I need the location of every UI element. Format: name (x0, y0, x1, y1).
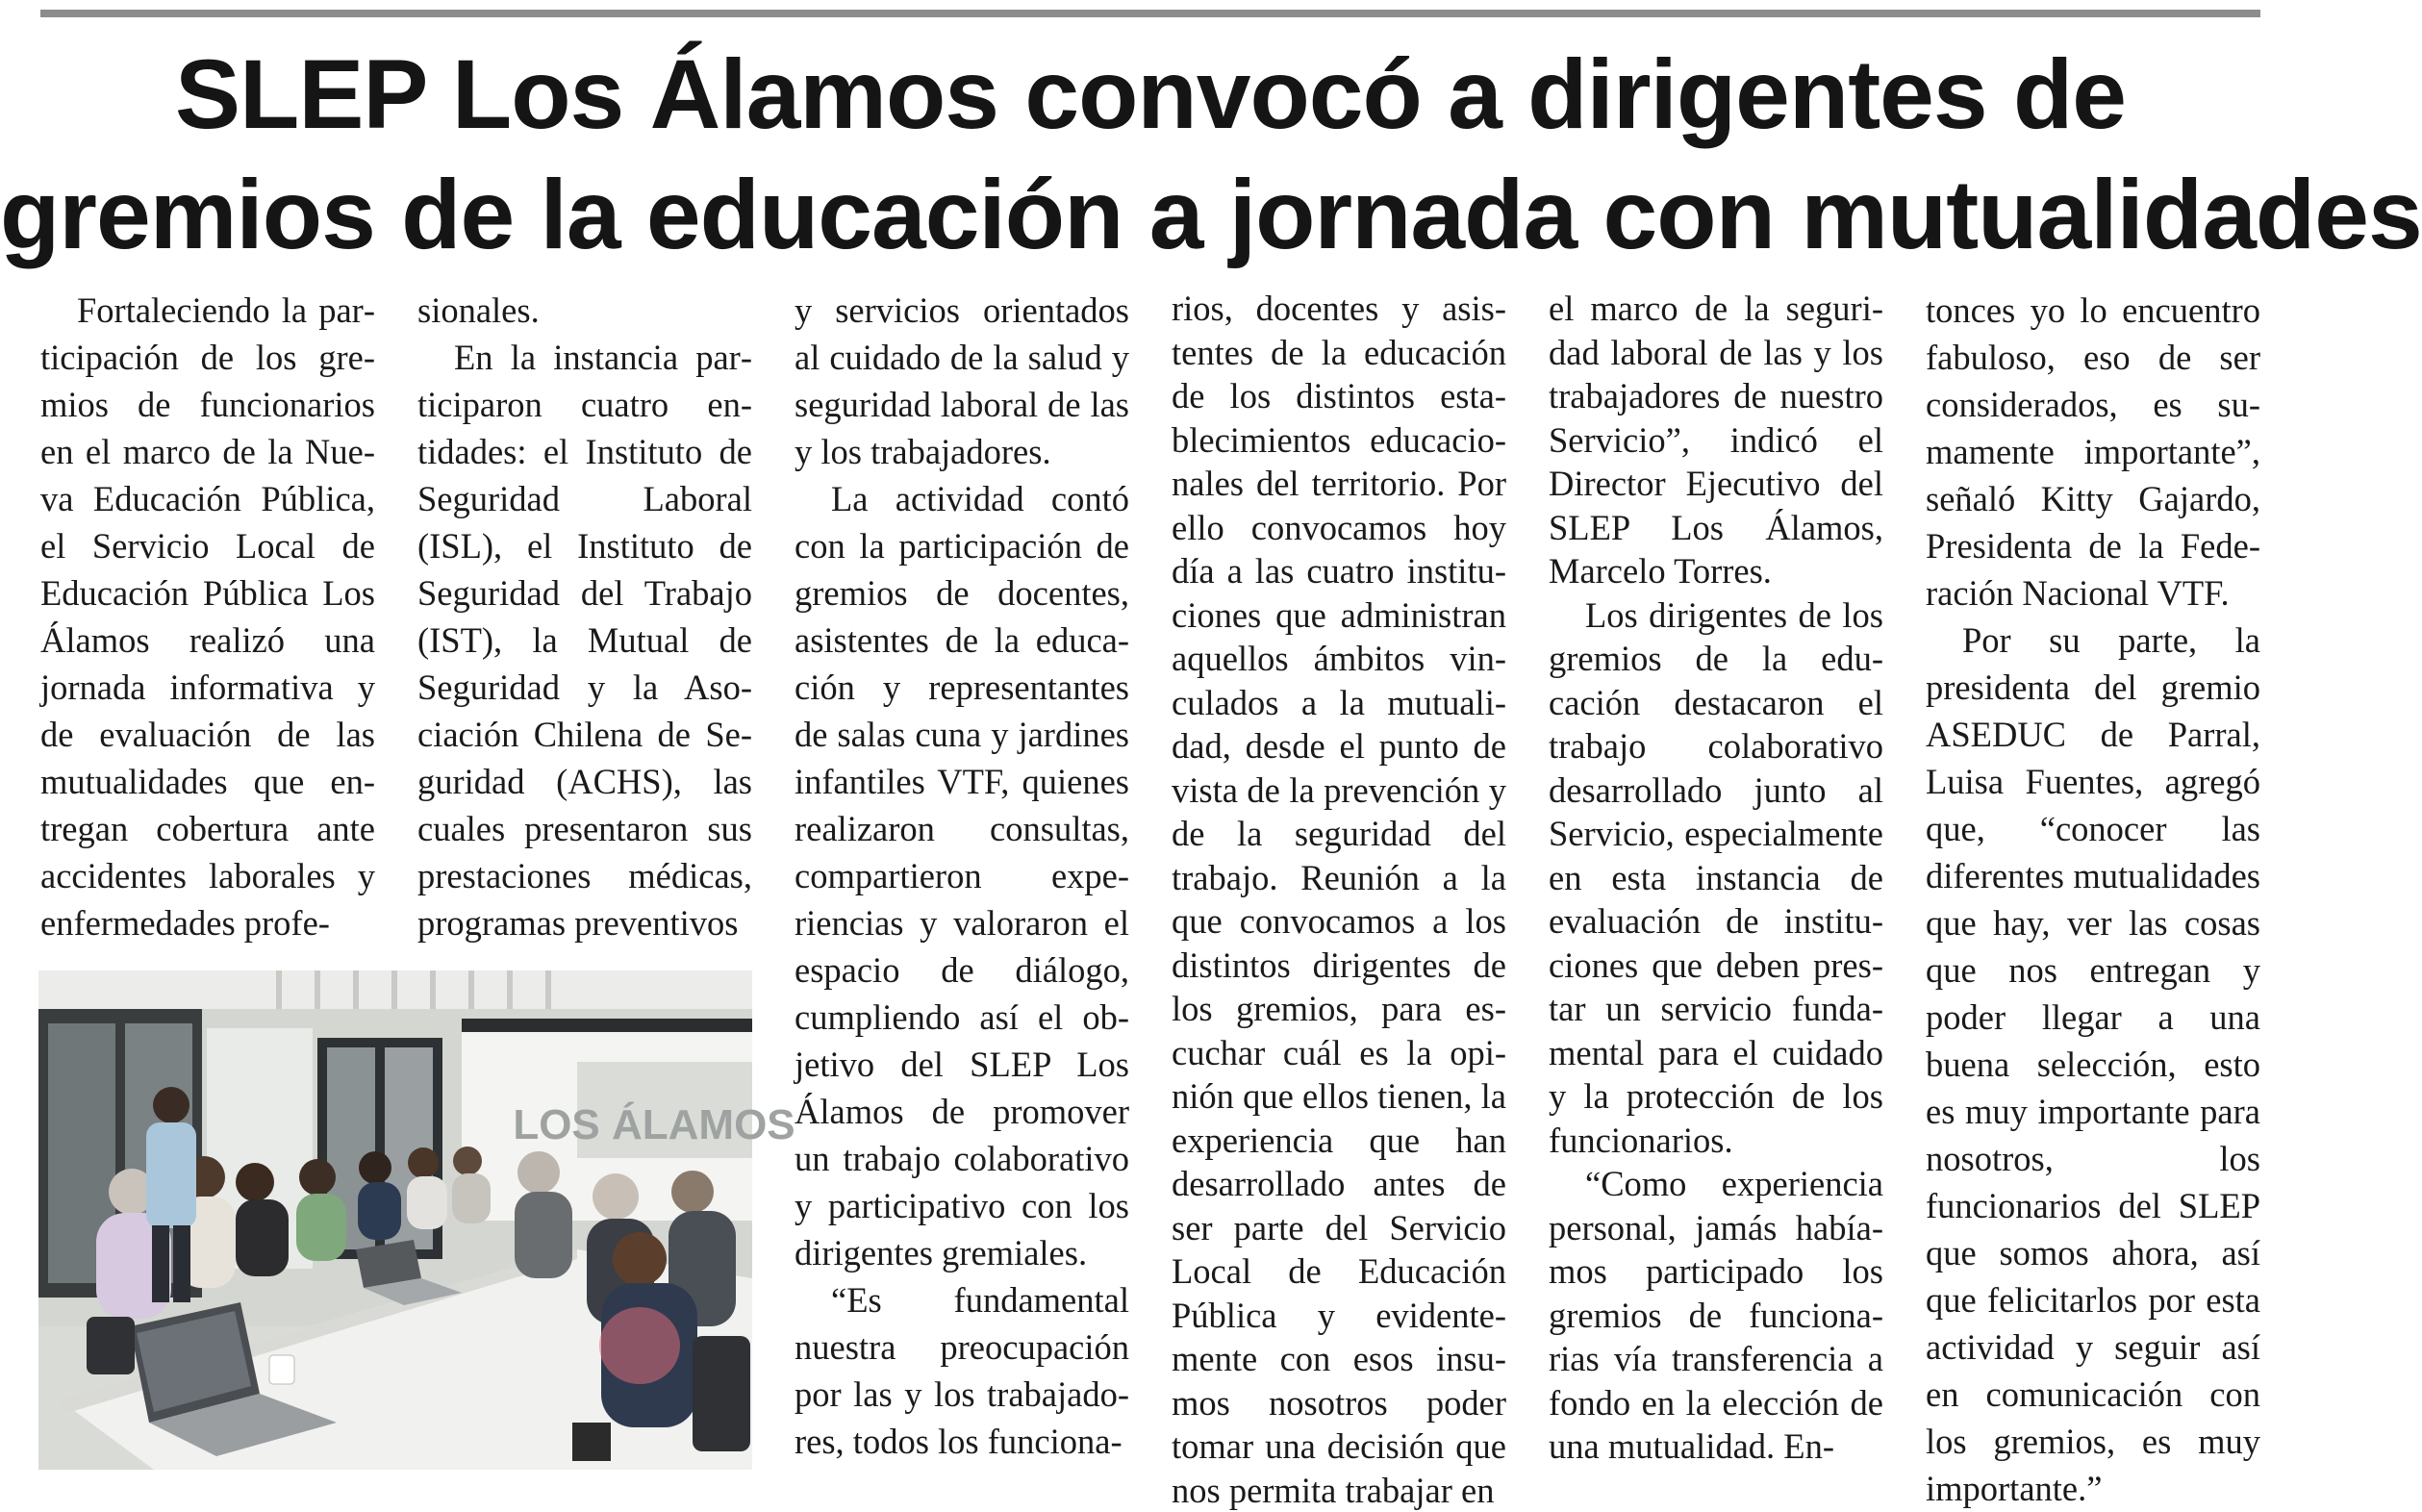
top-rule (40, 10, 2260, 17)
paragraph: y servicios orientados al cuidado de la salud y seguridad laboral de las y los trabajadores. (795, 290, 1129, 471)
paragraph: Fortaleciendo la participación de los gremios de funcionarios en el marco de la Nueva Educación Pública, el Servicio Local de Educación Pública Los Álamos realizó una jornada informativa y de evaluación de las mutualidades que entregan cobertura ante accidentes laborales y enfermedades profe- (40, 290, 375, 943)
paragraph: Por su parte, la presidenta del gremio ASEDUC de Parral, Luisa Fuentes, agregó que, “conocer las diferentes mutualidades que hay, ver las cosas que nos entregan y poder llegar a una buena selección, esto es muy importante para nosotros, los funcionarios del SLEP que somos ahora, así que felicitarlos por esta actividad y seguir así en comunicación con los gremios, es muy importante.” (1926, 620, 2260, 1508)
meeting-photo (38, 970, 795, 1470)
paragraph: En la instancia participaron cuatro entidades: el Instituto de Seguridad Laboral (ISL), el Instituto de Seguridad del Trabajo (IST), la Mutual de Seguridad y la Asociación Chilena de Seguridad (ACHS), las cuales presentaron sus prestaciones médicas, programas preventivos (417, 338, 752, 943)
wall-sign: LOS ÁLAMOS (513, 1101, 795, 1148)
paragraph: La actividad contó con la participación de gremios de docentes, asistentes de la educación y representantes de salas cuna y jardines infantiles VTF, quienes realizaron consultas, compartieron experiencias y valoraron el espacio de diálogo, cumpliendo así el objetivo del SLEP Los Álamos de promover un trabajo colaborativo y participativo con los dirigentes gremiales. (795, 479, 1129, 1273)
column-4 (1172, 287, 1506, 1512)
headline-line-1: SLEP Los Álamos convocó a dirigentes de (175, 39, 2126, 149)
headline (0, 35, 2422, 275)
column-1 (40, 287, 375, 946)
column-3 (795, 287, 1129, 1465)
paragraph: sionales. (417, 290, 540, 330)
column-2 (417, 287, 752, 946)
column-6 (1926, 287, 2260, 1512)
paragraph: el marco de la seguridad laboral de las y los trabajadores de nuestro Servicio”, indicó el Director Ejecutivo del SLEP Los Álamos, Marcelo Torres. (1549, 289, 1883, 591)
paragraph: rios, docentes y asistentes de la educación de los distintos establecimientos educacionales del territorio. Por ello convocamos hoy día a las cuatro instituciones que administran aquellos ámbitos vinculados a la mutualidad, desde el punto de vista de la prevención y de la seguridad del trabajo. Reunión a la que convocamos a los distintos dirigentes de los gremios, para escuchar cuál es la opinión que ellos tienen, la experiencia que han desarrollado antes de ser parte del Servicio Local de Educación Pública y evidentemente con esos insumos nosotros poder tomar una decisión que nos permita trabajar en (1172, 289, 1506, 1510)
paragraph: tonces yo lo encuentro fabuloso, eso de ser considerados, es sumamente importante”, señaló Kitty Gajardo, Presidenta de la Federación Nacional VTF. (1926, 290, 2260, 613)
paragraph: “Es fundamental nuestra preocupación por las y los trabajadores, todos los funciona- (795, 1280, 1129, 1461)
paragraph: “Como experiencia personal, jamás habíamos participado los gremios de funcionarias vía transferencia a fondo en la elección de una mutualidad. En- (1549, 1164, 1883, 1466)
paragraph: Los dirigentes de los gremios de la educación destacaron el trabajo colaborativo desarrollado junto al Servicio, especialmente en esta instancia de evaluación de instituciones que deben prestar un servicio fundamental para el cuidado y la protección de los funcionarios. (1549, 594, 1883, 1160)
column-5 (1549, 287, 1883, 1469)
headline-line-2: gremios de la educación a jornada con mutualidades (0, 160, 2422, 269)
